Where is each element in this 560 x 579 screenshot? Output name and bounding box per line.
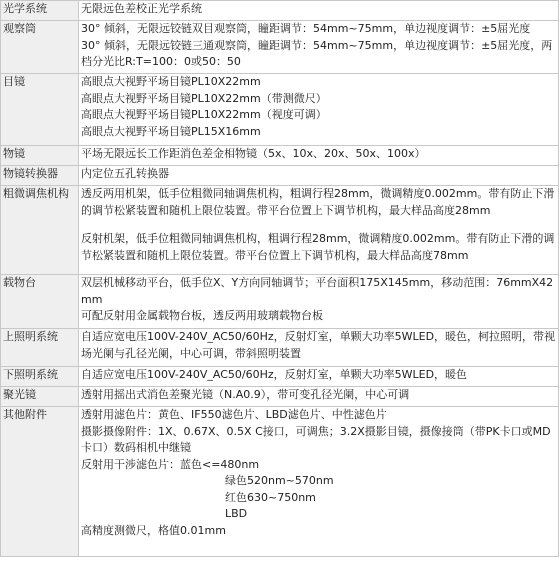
table-row [1,186,559,275]
row-label-viewing-tube: 观察筒 [1,21,79,74]
table-row [1,146,559,166]
table-row [1,367,559,387]
table-row [1,329,559,367]
value-line: LBD [225,507,248,520]
table-row [1,21,559,74]
value-line: 无限远色差校正光学系统 [81,2,202,15]
value-line: 高精度测微尺，格值0.01mm [81,523,226,537]
value-line: 内定位五孔转换器 [81,167,169,180]
row-label-condenser: 聚光镜 [1,387,79,407]
row-value-stage [79,275,559,329]
table-row [1,166,559,186]
value-line: 平场无限远长工作距消色差金相物镜（5x、10x、20x、50x、100x） [81,147,426,160]
table-row [1,407,559,557]
row-value-optical-system [79,1,559,21]
value-line: 反射机架，低手位粗微同轴调焦机构，粗调行程28mm，微调精度0.002mm。带有防止下滑的调节松紧装置和随机上限位装置。带平台位置上下调节机构，最大样品高度78mm [81,232,555,262]
row-label-objective: 物镜 [1,146,79,166]
row-label-focusing: 粗微调焦机构 [1,186,79,275]
value-line: 红色630~750nm [225,490,316,504]
row-label-stage: 载物台 [1,275,79,329]
value-line: 反射用干涉滤色片：蓝色<=480nm [81,457,260,471]
row-value-viewing-tube [79,21,559,74]
table-row [1,1,559,21]
value-line: 高眼点大视野平场目镜PL15X16mm [81,124,261,138]
table-row [1,387,559,407]
table-row [1,74,559,146]
table-row [1,275,559,329]
value-line: 30° 倾斜，无限远铰链三通观察筒，瞳距调节：54mm~75mm，单边视度调节：±5屈光度，两档分光比R:T=100：0或50：50 [81,38,553,68]
row-value-objective [79,146,559,166]
value-line: 透射用摇出式消色差聚光镜（N.A0.9），带可变孔径光阑，中心可调 [81,388,410,401]
row-label-upper-illumination: 上照明系统 [1,329,79,367]
row-value-lower-illumination [79,367,559,387]
value-line: 双层机械移动平台，低手位X、Y方向同轴调节；平台面积175X145mm，移动范围：76mmX42mm [81,276,554,306]
row-label-accessories: 其他附件 [1,407,79,557]
value-line: 自适应宽电压100V-240V_AC50/60Hz，反射灯室，单颗大功率5WLED，暖色，柯拉照明，带视场光阑与孔径光阑，中心可调，带斜照明装置 [81,330,556,360]
row-value-nosepiece [79,166,559,186]
row-label-nosepiece: 物镜转换器 [1,166,79,186]
value-line: 自适应宽电压100V-240V_AC50/60Hz，反射灯室，单颗大功率5WLED，暖色 [81,368,468,381]
row-value-focusing [79,186,559,275]
value-line: 可配反射用金属载物台板，透反两用玻璃载物台板 [81,309,323,322]
value-line: 摄影摄像附件：1X、0.67X、0.5X C接口，可调焦；3.2X摄影目镜，摄像接筒（带PK卡口或MD卡口）数码相机中继镜 [81,424,551,454]
value-line: 高眼点大视野平场目镜PL10X22mm（带测微尺） [81,91,327,105]
row-label-lower-illumination: 下照明系统 [1,367,79,387]
spacer [81,219,558,231]
value-line: 30° 倾斜，无限远铰链双目观察筒，瞳距调节：54mm~75mm，单边视度调节：±5屈光度 [81,22,531,35]
row-label-optical-system: 光学系统 [1,1,79,21]
value-line: 高眼点大视野平场目镜PL10X22mm（视度可调） [81,108,327,121]
row-value-upper-illumination [79,329,559,367]
value-line: 透射用滤色片：黄色、IF550滤色片、LBD滤色片、中性滤色片 [81,408,387,421]
row-value-condenser [79,387,559,407]
value-line: 绿色520nm~570nm [225,474,334,487]
row-value-accessories [79,407,559,557]
row-label-eyepiece: 目镜 [1,74,79,146]
value-line: 透反两用机架，低手位粗微同轴调焦机构，粗调行程28mm，微调精度0.002mm。带有防止下滑的调节松紧装置和随机上限位装置。带平台位置上下调节机构，最大样品高度28mm [81,187,555,217]
row-value-eyepiece [79,74,559,146]
value-line: 高眼点大视野平场目镜PL10X22mm [81,75,261,88]
